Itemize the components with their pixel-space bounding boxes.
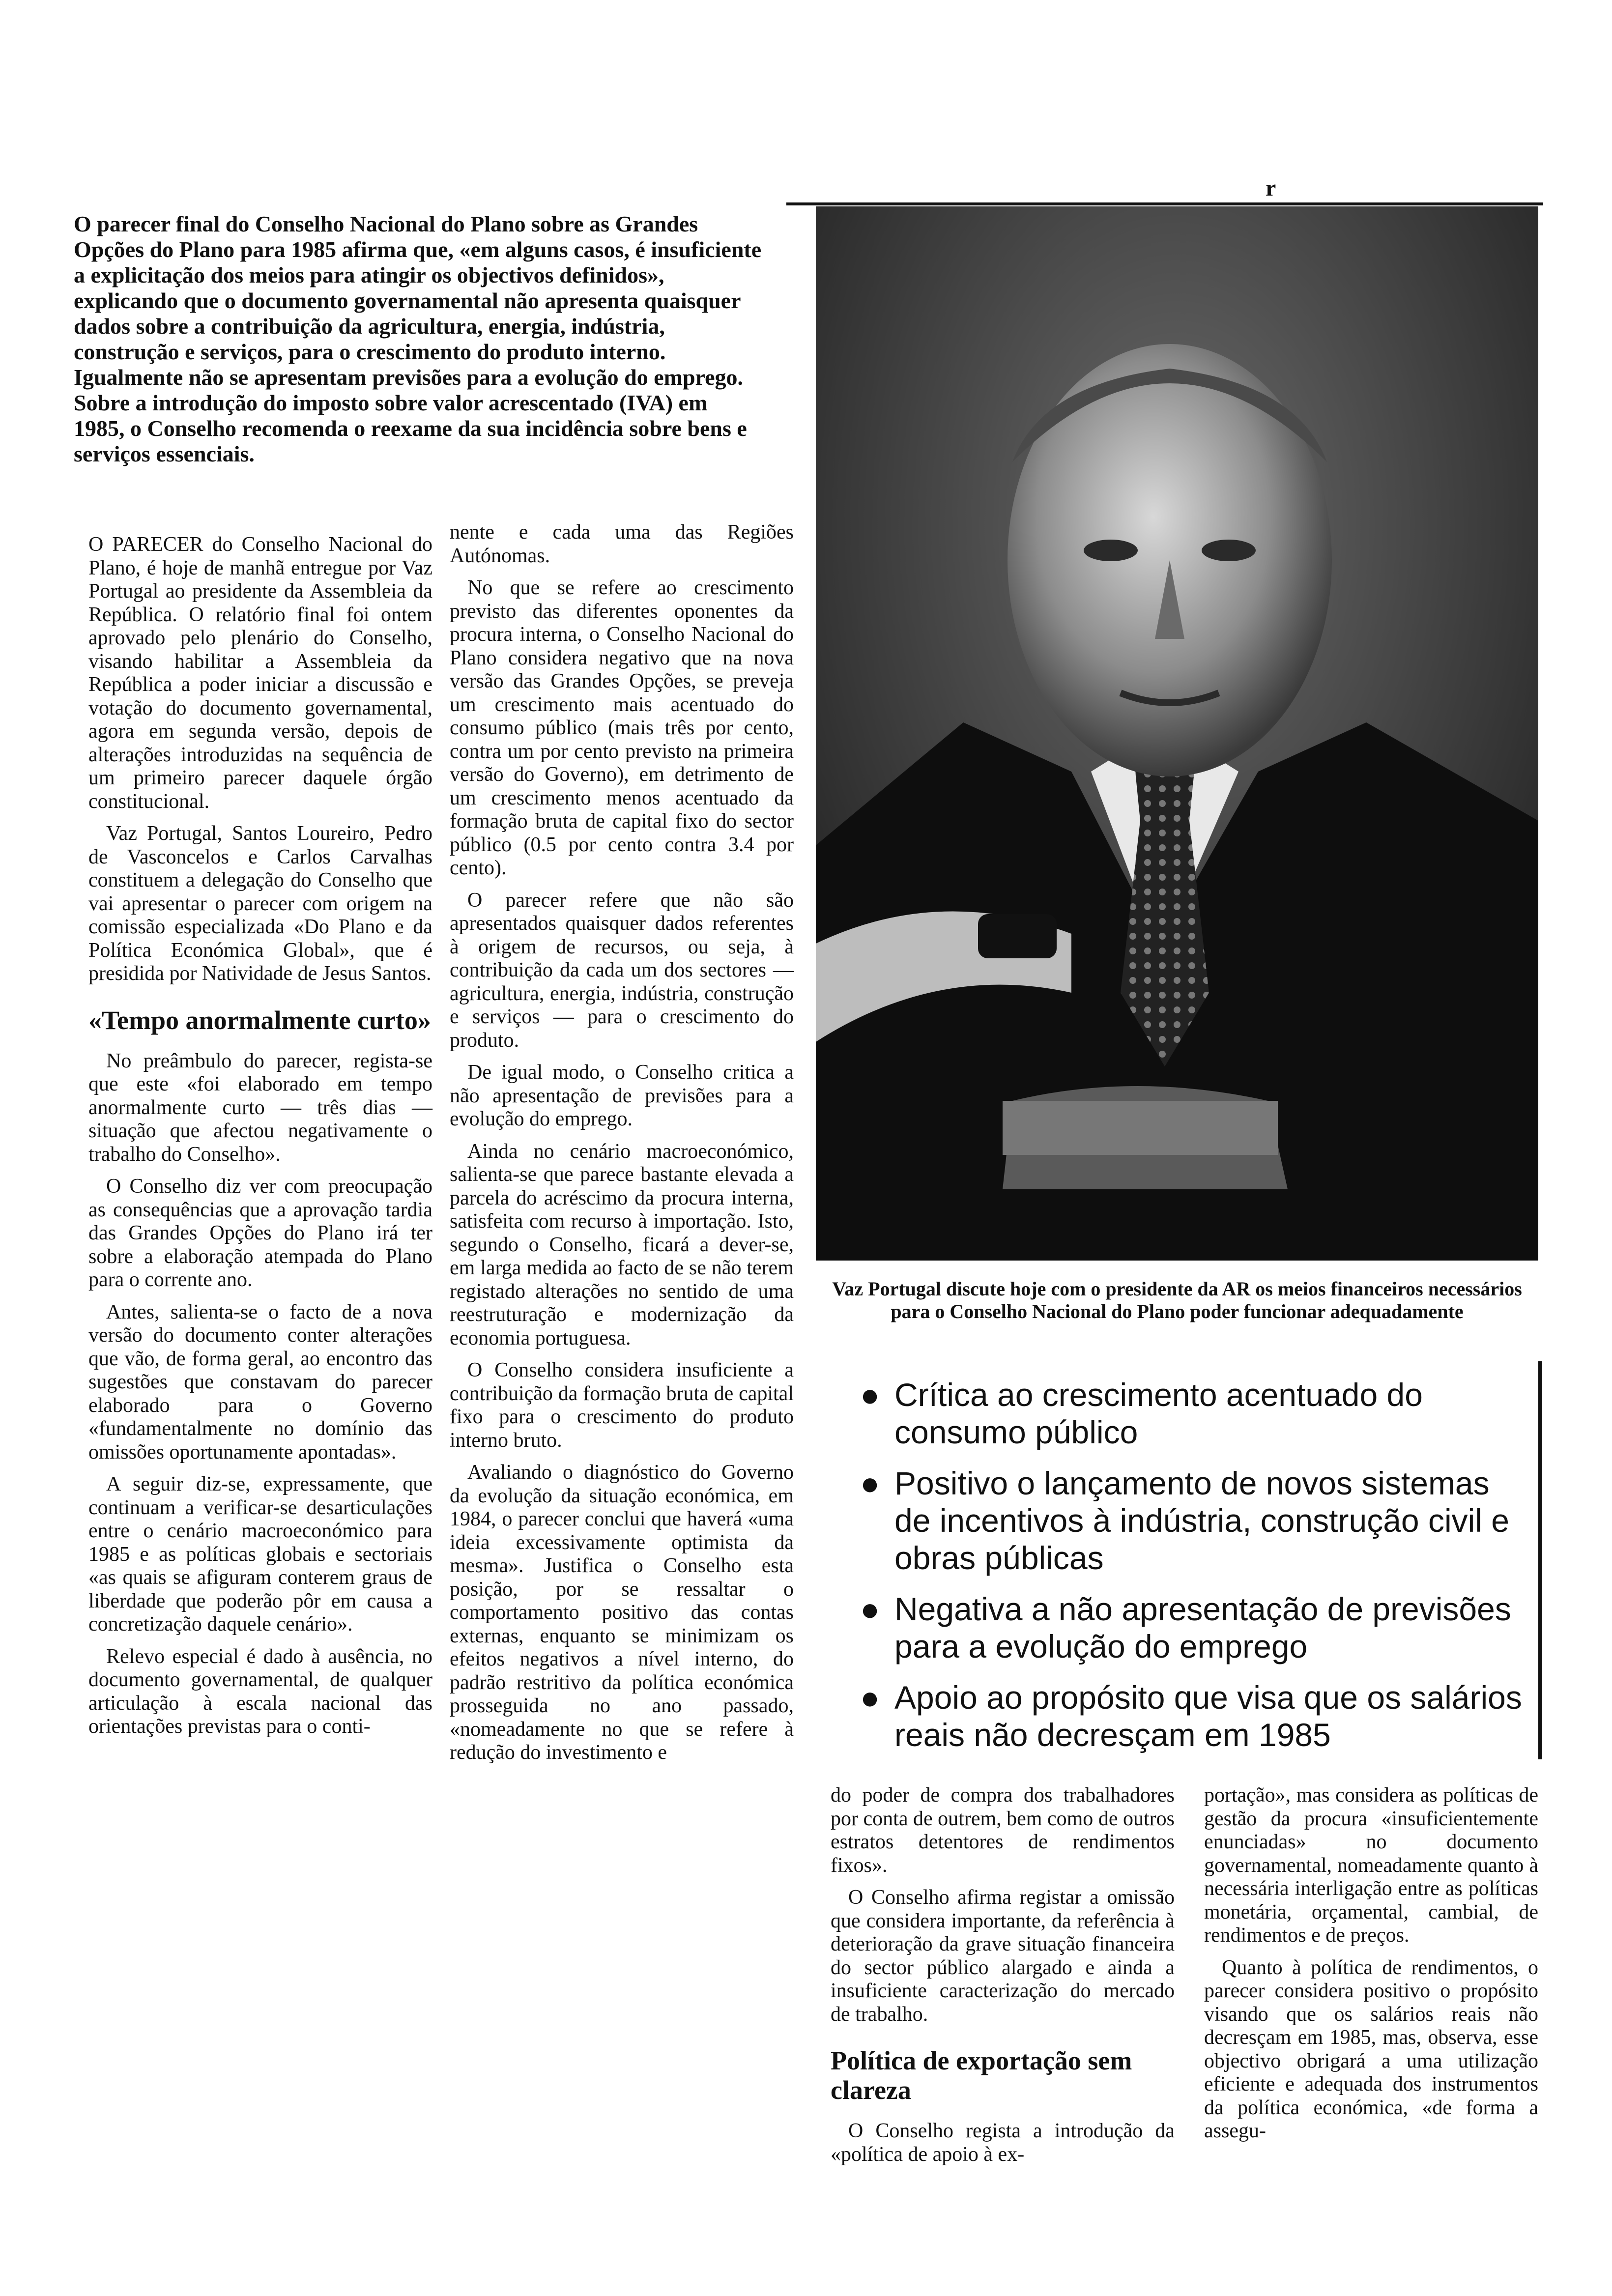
subheading-tempo: «Tempo anormalmente curto» [88,1005,431,1035]
highlight-item: ● Positivo o lançamento de novos sistemas de incentivos à indústria, construção civil e obras públicas [855,1464,1528,1577]
bullet-icon: ● [860,1591,880,1627]
col1-paragraph-6: A seguir diz-se, expressamente, que continuam a verificar-se desarticulações entre o cenário macroeconómico para 1985 e as políticas globais e sectoriais «as quais se afiguram conterem graus de liberdade que poderão pôr em causa a concretização daquele cenário». [88,1473,432,1636]
column-3 [831,1784,1175,2175]
col1-paragraph-3: No preâmbulo do parecer, regista-se que este «foi elaborado em tempo anormalmente curto — três dias — situação que afectou negativamente o trabalho do Conselho». [88,1049,432,1166]
portrait-photo [816,206,1538,1261]
col2-paragraph-3: O parecer refere que não são apresentados quaisquer dados referentes à origem de recursos, ou seja, à contribuição da cada um dos sectores — agricultura, energia, indústria, construção e serviços — para o crescimento do produto. [450,889,794,1052]
col2-paragraph-7: Avaliando o diagnóstico do Governo da evolução da situação económica, em 1984, o parecer conclui que haverá «uma ideia excessivamente optimista da mesma». Justifica o Conselho esta posição, por se ressaltar o comportamento positivo das contas externas, enquanto se minimizam os efeitos negativos a nível interno, do padrão restritivo da política económica prosseguida no ano passado, «nomeadamente no que se refere à redução do investimento e [450,1461,794,1764]
bullet-icon: ● [860,1679,880,1716]
col1-paragraph-1: O PARECER do Conselho Nacional do Plano, é hoje de manhã entregue por Vaz Portugal ao presidente da Assembleia da República. O relatório final foi ontem aprovado pelo plenário do Conselho, visando habilitar a Assembleia da República a poder iniciar a discussão e votação do documento governamental, agora em segunda versão, depois de alterações introduzidas na sequência de um primeiro parecer daquele órgão constitucional. [88,533,432,813]
col1-paragraph-7: Relevo especial é dado à ausência, no documento governamental, de qualquer articulação à escala nacional das orientações previstas para o conti- [88,1645,432,1738]
bullet-icon: ● [860,1465,880,1501]
col2-paragraph-1: nente e cada uma das Regiões Autónomas. [450,521,794,567]
col2-paragraph-2: No que se refere ao crescimento previsto das diferentes oponentes da procura interna, o Conselho Nacional do Plano considera negativo que na nova versão das Grandes Opções, se preveja um crescimento mais acentuado do consumo público (mais três por cento, contra um por cento previsto na primeira versão do Governo), em detrimento de um crescimento menos acentuado da formação bruta de capital fixo do sector público (0.5 por cento contra 3.4 por cento). [450,576,794,879]
col4-paragraph-1: portação», mas considera as políticas de gestão da procura «insuficientemente enunciadas» no documento governamental, nomeadamente quanto à necessária interligação entre as políticas monetária, orçamental, cambial, de rendimentos e de preços. [1204,1784,1538,1947]
bullet-icon: ● [860,1377,880,1413]
highlight-item: ● Negativa a não apresentação de previsões para a evolução do emprego [855,1590,1528,1665]
col1-paragraph-2: Vaz Portugal, Santos Loureiro, Pedro de Vasconcelos e Carlos Carvalhas constituem a delegação do Conselho que vai apresentar o parecer com origem na comissão especializada «Do Plano e da Política Económica Global», que é presidida por Natividade de Jesus Santos. [88,822,432,985]
highlights-box [835,1361,1542,1759]
col3-paragraph-1: do poder de compra dos trabalhadores por conta de outrem, bem como de outros estratos detentores de rendimentos fixos». [831,1784,1175,1877]
highlight-item: ● Apoio ao propósito que visa que os salários reais não decresçam em 1985 [855,1679,1528,1753]
col1-paragraph-4: O Conselho diz ver com preocupação as consequências que a aprovação tardia das Grandes Opções do Plano irá ter sobre a elaboração atempada do Plano para o corrente ano. [88,1175,432,1291]
col1-paragraph-5: Antes, salienta-se o facto de a nova versão do documento conter alterações que vão, de forma geral, ao encontro das sugestões que constavam do parecer elaborado para o Governo «fundamentalmente no domínio das omissões oportunamente apontadas». [88,1300,432,1464]
col3-paragraph-3: O Conselho regista a introdução da «política de apoio à ex- [831,2120,1175,2166]
column-2 [450,521,794,1774]
subheading-exportacao: Política de exportação sem clareza [831,2046,1132,2105]
col2-paragraph-5: Ainda no cenário macroeconómico, salienta-se que parece bastante elevada a parcela do acréscimo da procura interna, satisfeita com recurso à importação. Isto, segundo o Conselho, ficará a dever-se, em larga medida ao facto de se não terem registado alterações no sentido de uma reestruturação e modernização da economia portuguesa. [450,1140,794,1349]
column-1 [88,533,432,1748]
col2-paragraph-4: De igual modo, o Conselho critica a não apresentação de previsões para a evolução do emprego. [450,1061,794,1130]
column-4 [1204,1784,1538,2152]
col4-paragraph-2: Quanto à política de rendimentos, o parecer considera positivo o propósito visando que os salários reais não decresçam em 1985, mas, observa, esse objectivo obrigará a uma utilização eficiente e adequada dos instrumentos da política económica, «de forma a assegu- [1204,1956,1538,2142]
portrait-illustration [816,206,1538,1261]
highlight-item: ● Crítica ao crescimento acentuado do consumo público [855,1376,1528,1451]
corner-mark: r [1266,175,1276,201]
lead-paragraph: O parecer final do Conselho Nacional do Plano sobre as Grandes Opções do Plano para 1985 afirma que, «em alguns casos, é insuficiente a explicitação dos meios para atingir os objectivos definidos», explicando que o documento governamental não apresenta quaisquer dados sobre a contribuição da agricultura, energia, indústria, construção e serviços, para o crescimento do produto interno. Igualmente não se apresentam previsões para a evolução do emprego. Sobre a introdução do imposto sobre valor acrescentado (IVA) em 1985, o Conselho recomenda o reexame da sua incidência sobre bens e serviços essenciais. [74,211,762,466]
col2-paragraph-6: O Conselho considera insuficiente a contribuição da formação bruta de capital fixo para o crescimento do produto interno bruto. [450,1359,794,1452]
photo-top-rule [786,202,1543,205]
photo-caption: Vaz Portugal discute hoje com o presidente da AR os meios financeiros necessários para o Conselho Nacional do Plano poder funcionar adequadamente [832,1278,1522,1322]
highlights-list [835,1361,1538,1753]
col3-paragraph-2: O Conselho afirma registar a omissão que considera importante, da referência à deterioração da grave situação financeira do sector público alargado e ainda a insuficiente caracterização do mercado de trabalho. [831,1886,1175,2026]
